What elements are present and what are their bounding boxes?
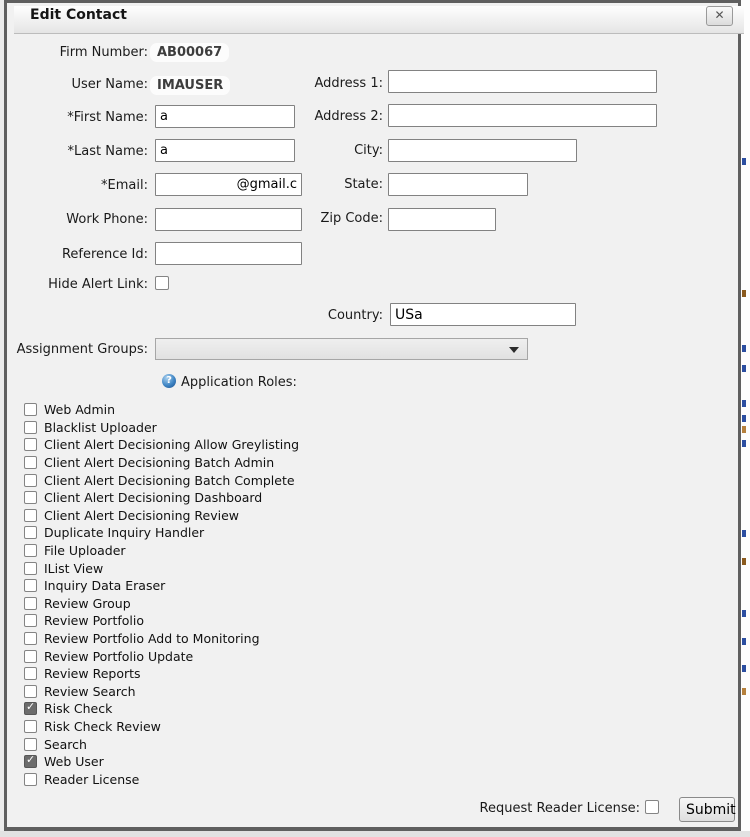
email-label: *Email: <box>101 178 148 193</box>
role-label: IList View <box>44 560 104 576</box>
address2-label: Address 2: <box>314 109 383 124</box>
unchecked-checkbox-icon[interactable] <box>24 597 37 610</box>
application-roles-header: Application Roles: <box>181 375 297 390</box>
unchecked-checkbox-icon[interactable] <box>24 650 37 663</box>
unchecked-checkbox-icon[interactable] <box>24 403 37 416</box>
role-row[interactable] <box>24 630 724 648</box>
assignment-groups-label: Assignment Groups: <box>16 342 148 357</box>
city-input[interactable] <box>388 139 577 162</box>
background-text-fragment <box>742 158 746 165</box>
reference-id-input[interactable] <box>155 242 302 265</box>
role-row[interactable] <box>24 507 724 525</box>
role-row[interactable] <box>24 718 724 736</box>
unchecked-checkbox-icon[interactable] <box>24 474 37 487</box>
role-label: Web Admin <box>44 402 116 418</box>
work-phone-label: Work Phone: <box>66 212 148 227</box>
unchecked-checkbox-icon[interactable] <box>24 562 37 575</box>
unchecked-checkbox-icon[interactable] <box>24 579 37 592</box>
role-label: Client Alert Decisioning Review <box>44 507 240 523</box>
role-label: Review Portfolio Update <box>44 648 194 664</box>
role-label: Review Reports <box>44 666 141 682</box>
dialog-title: Edit Contact <box>30 7 127 23</box>
role-row[interactable] <box>24 700 724 718</box>
zip-code-label: Zip Code: <box>320 211 383 226</box>
role-row[interactable] <box>24 753 724 771</box>
unchecked-checkbox-icon[interactable] <box>24 720 37 733</box>
background-text-fragment <box>742 638 746 645</box>
unchecked-checkbox-icon[interactable] <box>24 491 37 504</box>
zip-code-input[interactable] <box>388 208 496 231</box>
role-row[interactable] <box>24 524 724 542</box>
background-strip <box>741 0 750 837</box>
unchecked-checkbox-icon[interactable] <box>24 667 37 680</box>
unchecked-checkbox-icon[interactable] <box>24 544 37 557</box>
role-row[interactable] <box>24 471 724 489</box>
role-label: Client Alert Decisioning Batch Admin <box>44 455 275 471</box>
first-name-label: *First Name: <box>67 110 148 125</box>
role-label: Review Portfolio Add to Monitoring <box>44 631 260 647</box>
role-row[interactable] <box>24 595 724 613</box>
unchecked-checkbox-icon[interactable] <box>24 632 37 645</box>
firm-number-label: Firm Number: <box>59 45 148 60</box>
role-label: Client Alert Decisioning Allow Greylisting <box>44 437 300 453</box>
request-reader-license-checkbox[interactable] <box>645 800 659 814</box>
user-name-value: IMAUSER <box>150 76 230 95</box>
background-text-fragment <box>742 530 746 537</box>
role-row[interactable] <box>24 559 724 577</box>
chevron-down-icon <box>509 347 519 353</box>
role-row[interactable] <box>24 489 724 507</box>
country-input[interactable] <box>390 303 576 326</box>
unchecked-checkbox-icon[interactable] <box>24 438 37 451</box>
page-behind-bottom-strip <box>0 831 750 837</box>
background-text-fragment <box>742 558 746 565</box>
help-question-icon[interactable] <box>162 374 176 388</box>
hide-alert-link-label: Hide Alert Link: <box>48 277 148 292</box>
role-label: Client Alert Decisioning Batch Complete <box>44 472 295 488</box>
role-label: Review Search <box>44 683 136 699</box>
country-label: Country: <box>327 308 383 323</box>
submit-button[interactable]: Submit <box>679 797 735 822</box>
role-label: Risk Check <box>44 701 113 717</box>
background-text-fragment <box>742 440 746 447</box>
unchecked-checkbox-icon[interactable] <box>24 773 37 786</box>
role-row[interactable] <box>24 770 724 788</box>
role-label: Duplicate Inquiry Handler <box>44 525 205 541</box>
background-text-fragment <box>742 610 746 617</box>
address2-input[interactable] <box>388 104 657 127</box>
assignment-groups-select[interactable] <box>155 338 528 360</box>
background-text-fragment <box>742 426 746 433</box>
role-row[interactable] <box>24 401 724 419</box>
background-text-fragment <box>742 400 746 407</box>
state-input[interactable] <box>388 173 528 196</box>
role-row[interactable] <box>24 683 724 701</box>
role-row[interactable] <box>24 542 724 560</box>
role-row[interactable] <box>24 436 724 454</box>
role-row[interactable] <box>24 612 724 630</box>
role-label: Client Alert Decisioning Dashboard <box>44 490 263 506</box>
role-label: Review Group <box>44 595 131 611</box>
background-text-fragment <box>742 365 746 372</box>
unchecked-checkbox-icon[interactable] <box>24 685 37 698</box>
background-text-fragment <box>742 345 746 352</box>
role-label: Reader License <box>44 771 140 787</box>
role-label: Risk Check Review <box>44 718 161 734</box>
background-text-fragment <box>742 290 746 297</box>
reference-id-label: Reference Id: <box>61 247 148 262</box>
role-row[interactable] <box>24 647 724 665</box>
checked-checkbox-icon[interactable] <box>24 755 37 768</box>
city-label: City: <box>354 143 383 158</box>
user-name-label: User Name: <box>71 77 148 92</box>
role-row[interactable] <box>24 454 724 472</box>
address1-input[interactable] <box>388 70 657 93</box>
firm-number-value: AB00067 <box>150 43 229 62</box>
unchecked-checkbox-icon[interactable] <box>24 614 37 627</box>
role-row[interactable] <box>24 577 724 595</box>
application-roles-list <box>24 401 724 788</box>
close-icon[interactable] <box>706 6 733 26</box>
role-row[interactable] <box>24 419 724 437</box>
unchecked-checkbox-icon[interactable] <box>24 526 37 539</box>
background-text-fragment <box>742 415 746 422</box>
hide-alert-link-checkbox[interactable] <box>155 276 169 290</box>
role-label: Inquiry Data Eraser <box>44 578 166 594</box>
role-label: Web User <box>44 754 104 770</box>
role-label: Search <box>44 736 87 752</box>
background-text-fragment <box>742 688 746 695</box>
unchecked-checkbox-icon[interactable] <box>24 421 37 434</box>
state-label: State: <box>344 177 383 192</box>
unchecked-checkbox-icon[interactable] <box>24 738 37 751</box>
role-label: Blacklist Uploader <box>44 419 157 435</box>
role-label: File Uploader <box>44 543 126 559</box>
background-text-fragment <box>742 665 746 672</box>
request-reader-license-label: Request Reader License: <box>479 801 640 816</box>
address1-label: Address 1: <box>314 76 383 91</box>
role-label: Review Portfolio <box>44 613 144 629</box>
unchecked-checkbox-icon[interactable] <box>24 456 37 469</box>
last-name-label: *Last Name: <box>67 144 148 159</box>
role-row[interactable] <box>24 735 724 753</box>
checked-checkbox-icon[interactable] <box>24 702 37 715</box>
unchecked-checkbox-icon[interactable] <box>24 509 37 522</box>
role-row[interactable] <box>24 665 724 683</box>
